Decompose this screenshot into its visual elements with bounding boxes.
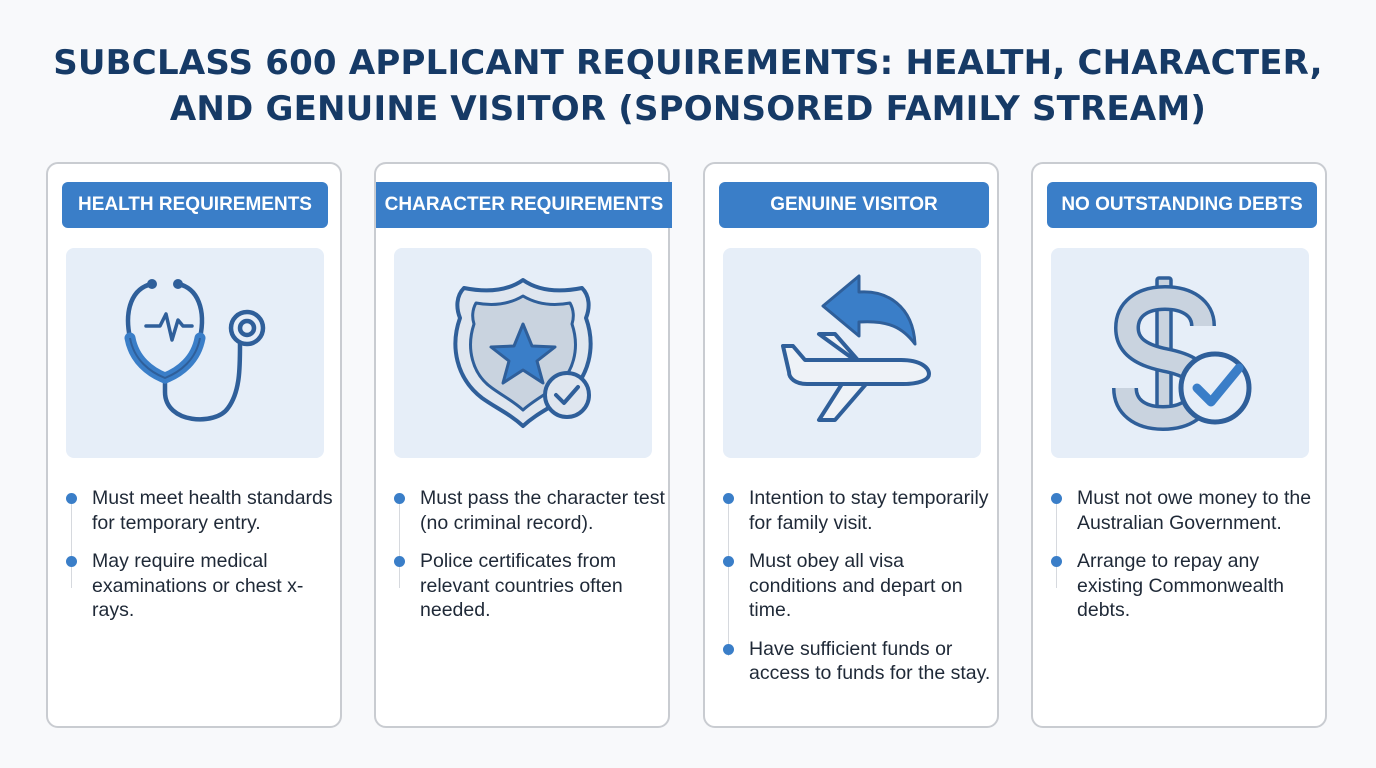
airplane-return-icon (723, 248, 981, 458)
bullet-item (1051, 486, 1323, 535)
bullet-dot (394, 556, 405, 567)
card-header-genuine-visitor: GENUINE VISITOR (719, 182, 989, 228)
bullet-text: Must pass the character test (no criminal record). (420, 487, 665, 534)
page-title (0, 40, 1376, 132)
card-health-requirements (46, 162, 342, 728)
bullet-item (723, 637, 995, 686)
bullet-dot (394, 493, 405, 504)
bullet-text: Arrange to repay any existing Commonwealth debts. (1077, 550, 1285, 621)
bullet-list-health (66, 486, 338, 637)
bullet-text: May require medical examinations or chest x-rays. (92, 550, 304, 621)
bullet-text: Have sufficient funds or access to funds for the stay. (749, 637, 991, 684)
bullet-dot (66, 556, 77, 567)
bullet-item (723, 549, 995, 623)
bullet-dot (723, 644, 734, 655)
card-no-outstanding-debts (1031, 162, 1327, 728)
bullet-dot (723, 556, 734, 567)
bullet-item (723, 486, 995, 535)
bullet-item (66, 549, 338, 623)
stethoscope-icon (66, 248, 324, 458)
police-badge-check-icon (394, 248, 652, 458)
bullet-item (394, 486, 666, 535)
bullet-item (394, 549, 666, 623)
card-header-character: CHARACTER REQUIREMENTS (376, 182, 672, 228)
bullet-text: Intention to stay temporarily for family visit. (749, 487, 989, 534)
title-line-1: SUBCLASS 600 APPLICANT REQUIREMENTS: HEALTH, CHARACTER, (53, 43, 1323, 83)
bullet-text: Must meet health standards for temporary entry. (92, 487, 333, 534)
bullet-list-character (394, 486, 666, 637)
bullet-dot (66, 493, 77, 504)
title-line-2: AND GENUINE VISITOR (SPONSORED FAMILY STREAM) (169, 89, 1207, 129)
bullet-dot (723, 493, 734, 504)
card-header-health: HEALTH REQUIREMENTS (62, 182, 328, 228)
bullet-text: Must obey all visa conditions and depart on time. (749, 550, 963, 621)
card-genuine-visitor (703, 162, 999, 728)
bullet-dot (1051, 493, 1062, 504)
bullet-item (66, 486, 338, 535)
card-header-debts: NO OUTSTANDING DEBTS (1047, 182, 1317, 228)
bullet-text: Must not owe money to the Australian Government. (1077, 487, 1312, 534)
bullet-dot (1051, 556, 1062, 567)
dollar-check-icon (1051, 248, 1309, 458)
bullet-text: Police certificates from relevant countries often needed. (420, 550, 623, 621)
bullet-list-genuine-visitor (723, 486, 995, 700)
bullet-list-debts (1051, 486, 1323, 637)
card-character-requirements (374, 162, 670, 728)
bullet-item (1051, 549, 1323, 623)
